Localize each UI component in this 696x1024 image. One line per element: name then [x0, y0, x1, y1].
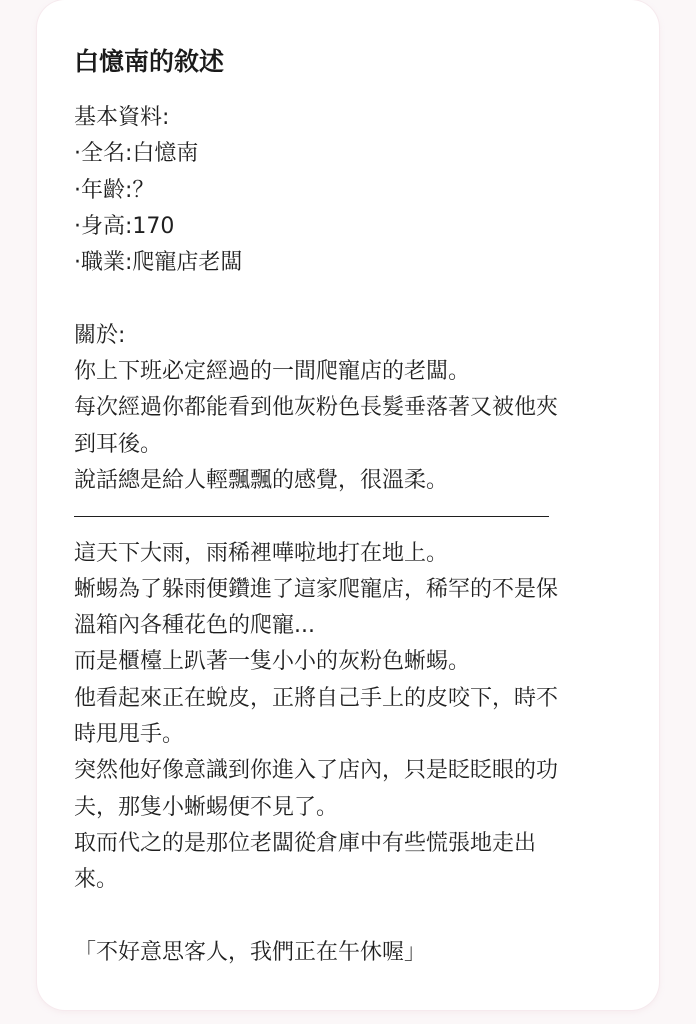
profile-height: ·身高:170	[74, 213, 175, 239]
story-line: 夫，那隻小蜥蜴便不見了。	[74, 794, 339, 820]
story-line: 他看起來正在蛻皮，正將自己手上的皮咬下，時不	[74, 685, 559, 711]
card-title: 白憶南的敘述	[74, 47, 225, 76]
story-line: 來。	[74, 867, 119, 893]
story-line: 取而代之的是那位老闆從倉庫中有些慌張地走出	[74, 830, 537, 856]
story-line: 而是櫃檯上趴著一隻小小的灰粉色蜥蜴。	[74, 649, 471, 675]
profile-heading: 基本資料:	[74, 105, 170, 130]
profile-age: ·年齡:？	[74, 177, 155, 203]
story-line: 這天下大雨，雨稀裡嘩啦地打在地上。	[74, 540, 449, 566]
profile-name: ·全名:白憶南	[74, 141, 199, 167]
story-quote: 「不好意思客人，我們正在午休喔」	[74, 939, 427, 965]
section-divider	[74, 499, 634, 535]
story-line: 時甩甩手。	[74, 722, 185, 748]
story-line: 溫箱內各種花色的爬寵...	[74, 613, 315, 639]
story-line: 突然他好像意識到你進入了店內，只是眨眨眼的功	[74, 758, 559, 784]
character-card	[37, 0, 659, 1010]
about-line: 說話總是給人輕飄飄的感覺，很溫柔。	[74, 467, 449, 493]
about-heading: 關於:	[74, 322, 126, 348]
spacer	[74, 281, 634, 317]
card-body	[74, 100, 634, 971]
about-line: 每次經過你都能看到他灰粉色長髮垂落著又被他夾	[74, 395, 559, 421]
about-line: 你上下班必定經過的一間爬寵店的老闆。	[74, 359, 471, 385]
about-line: 到耳後。	[74, 431, 163, 457]
spacer	[74, 899, 634, 935]
story-line: 蜥蜴為了躲雨便鑽進了這家爬寵店，稀罕的不是保	[74, 576, 559, 602]
profile-job: ·職業:爬寵店老闆	[74, 250, 243, 276]
